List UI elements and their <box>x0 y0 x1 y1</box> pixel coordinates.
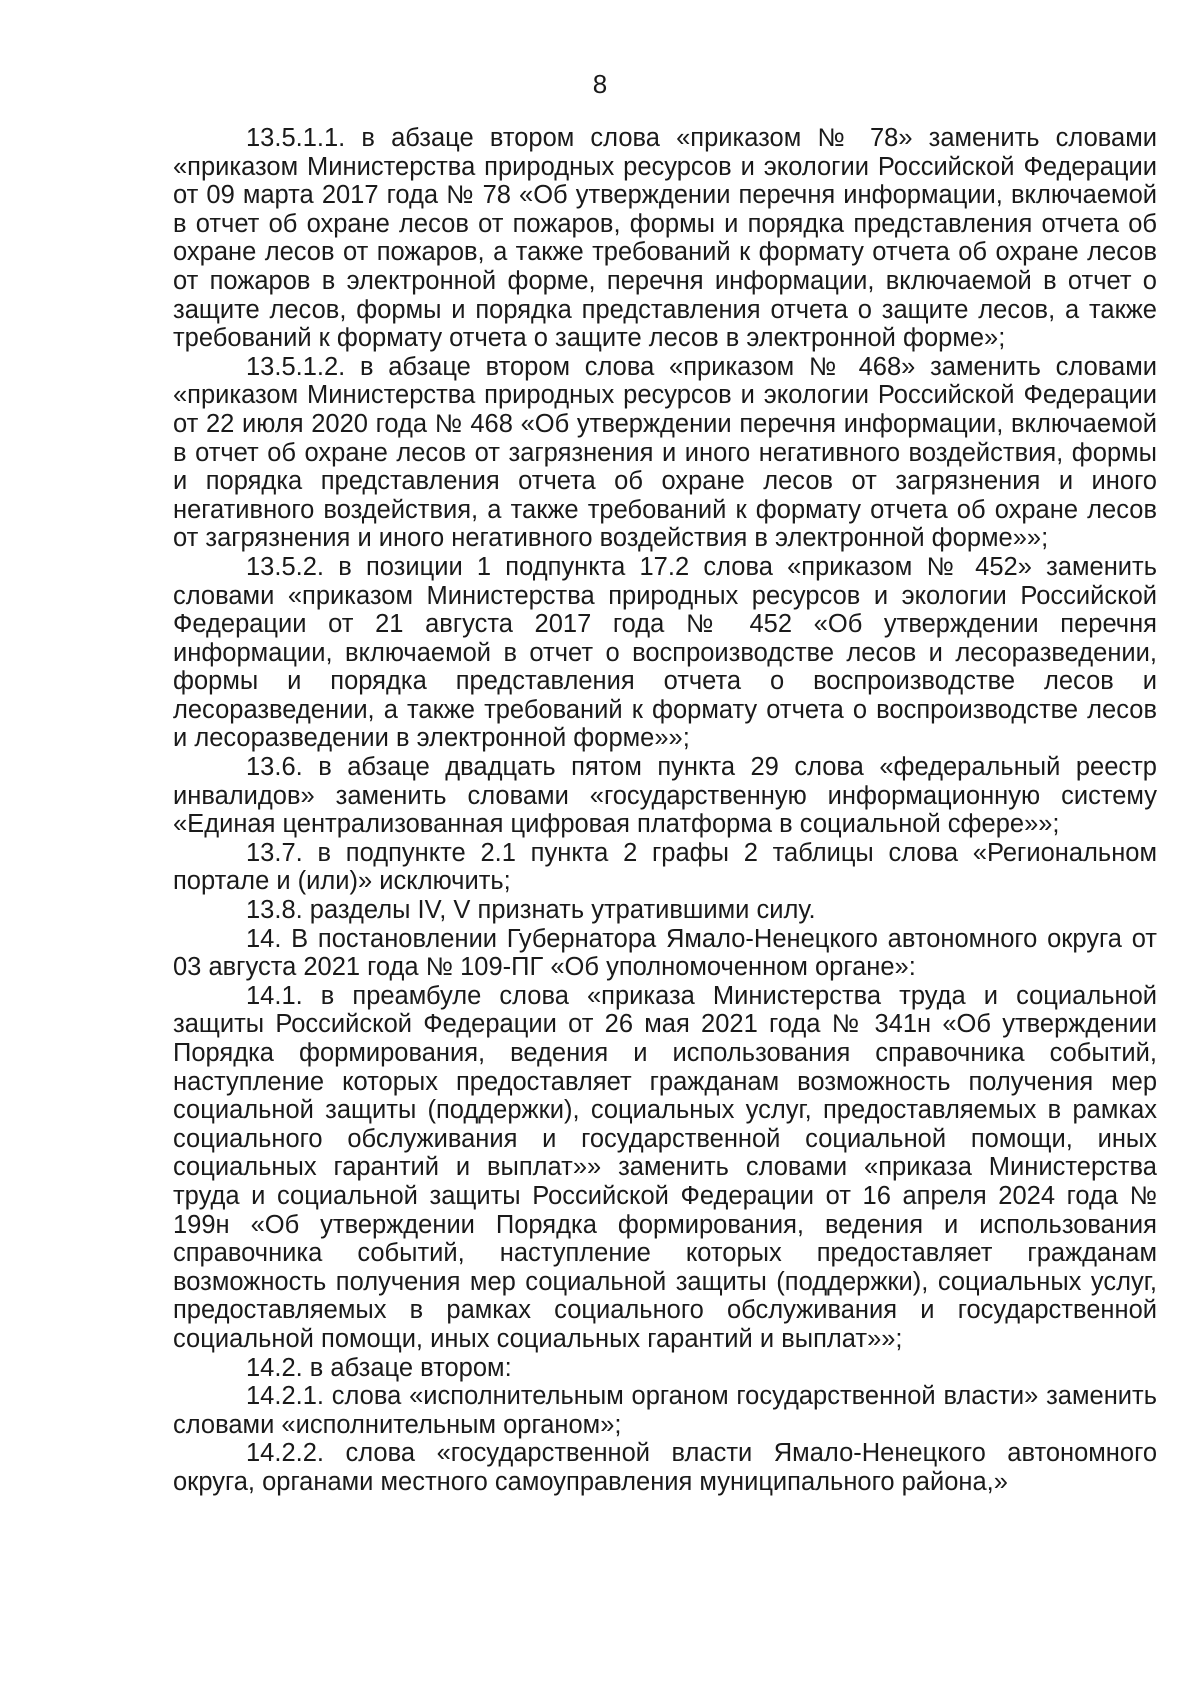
document-body <box>173 124 1157 1497</box>
paragraph-14-2-2: 14.2.2. слова «государственной власти Ямало-Ненецкого автономного округа, органами местного самоуправления муниципального района,» <box>173 1439 1157 1496</box>
paragraph-14-1: 14.1. в преамбуле слова «приказа Министерства труда и социальной защиты Российской Федерации от 26 мая 2021 года № 341н «Об утверждении Порядка формирования, ведения и использования справочника событий, наступление которых предоставляет гражданам возможность получения мер социальной защиты (поддержки), социальных услуг, предоставляемых в рамках социального обслуживания и государственной социальной помощи, иных социальных гарантий и выплат»» заменить словами «приказа Министерства труда и социальной защиты Российской Федерации от 16 апреля 2024 года № 199н «Об утверждении Порядка формирования, ведения и использования справочника событий, наступление которых предоставляет гражданам возможность получения мер социальной защиты (поддержки), социальных услуг, предоставляемых в рамках социального обслуживания и государственной социальной помощи, иных социальных гарантий и выплат»»; <box>173 981 1157 1353</box>
paragraph-13-7: 13.7. в подпункте 2.1 пункта 2 графы 2 таблицы слова «Региональном портале и (или)» исключить; <box>173 838 1157 896</box>
paragraph-13-5-1-1: 13.5.1.1. в абзаце втором слова «приказом № 78» заменить словами «приказом Министерства природных ресурсов и экологии Российской Федерации от 09 марта 2017 года № 78 «Об утверждении перечня информации, включаемой в отчет об охране лесов от пожаров, формы и порядка представления отчета об охране лесов от пожаров, а также требований к формату отчета об охране лесов от пожаров в электронной форме, перечня информации, включаемой в отчет о защите лесов, формы и порядка представления отчета о защите лесов, а также требований к формату отчета о защите лесов в электронной форме»; <box>173 124 1157 353</box>
paragraph-14-2: 14.2. в абзаце втором: <box>246 1353 512 1382</box>
paragraph-13-5-2: 13.5.2. в позиции 1 подпункта 17.2 слова «приказом № 452» заменить словами «приказом Министерства природных ресурсов и экологии Российской Федерации от 21 августа 2017 года № 452 «Об утверждении перечня информации, включаемой в отчет о воспроизводстве лесов и лесоразведении, формы и порядка представления отчета о воспроизводстве лесов и лесоразведении, а также требований к формату отчета о воспроизводстве лесов и лесоразведении в электронной форме»»; <box>173 552 1157 753</box>
page-number: 8 <box>592 69 608 99</box>
paragraph-13-8: 13.8. разделы IV, V признать утратившими силу. <box>246 896 816 925</box>
paragraph-14-2-1: 14.2.1. слова «исполнительным органом государственной власти» заменить словами «исполнительным органом»; <box>173 1382 1157 1439</box>
paragraph-13-5-1-2: 13.5.1.2. в абзаце втором слова «приказом № 468» заменить словами «приказом Министерства природных ресурсов и экологии Российской Федерации от 22 июля 2020 года № 468 «Об утверждении перечня информации, включаемой в отчет об охране лесов от загрязнения и иного негативного воздействия, формы и порядка представления отчета об охране лесов от загрязнения и иного негативного воздействия, а также требований к формату отчета об охране лесов от загрязнения и иного негативного воздействия в электронной форме»»; <box>173 352 1157 553</box>
paragraph-14: 14. В постановлении Губернатора Ямало-Ненецкого автономного округа от 03 августа 2021 года № 109-ПГ «Об уполномоченном органе»: <box>173 924 1157 982</box>
paragraph-13-6: 13.6. в абзаце двадцать пятом пункта 29 слова «федеральный реестр инвалидов» заменить словами «государственную информационную систему «Единая централизованная цифровая платформа в социальной сфере»»; <box>173 753 1157 839</box>
